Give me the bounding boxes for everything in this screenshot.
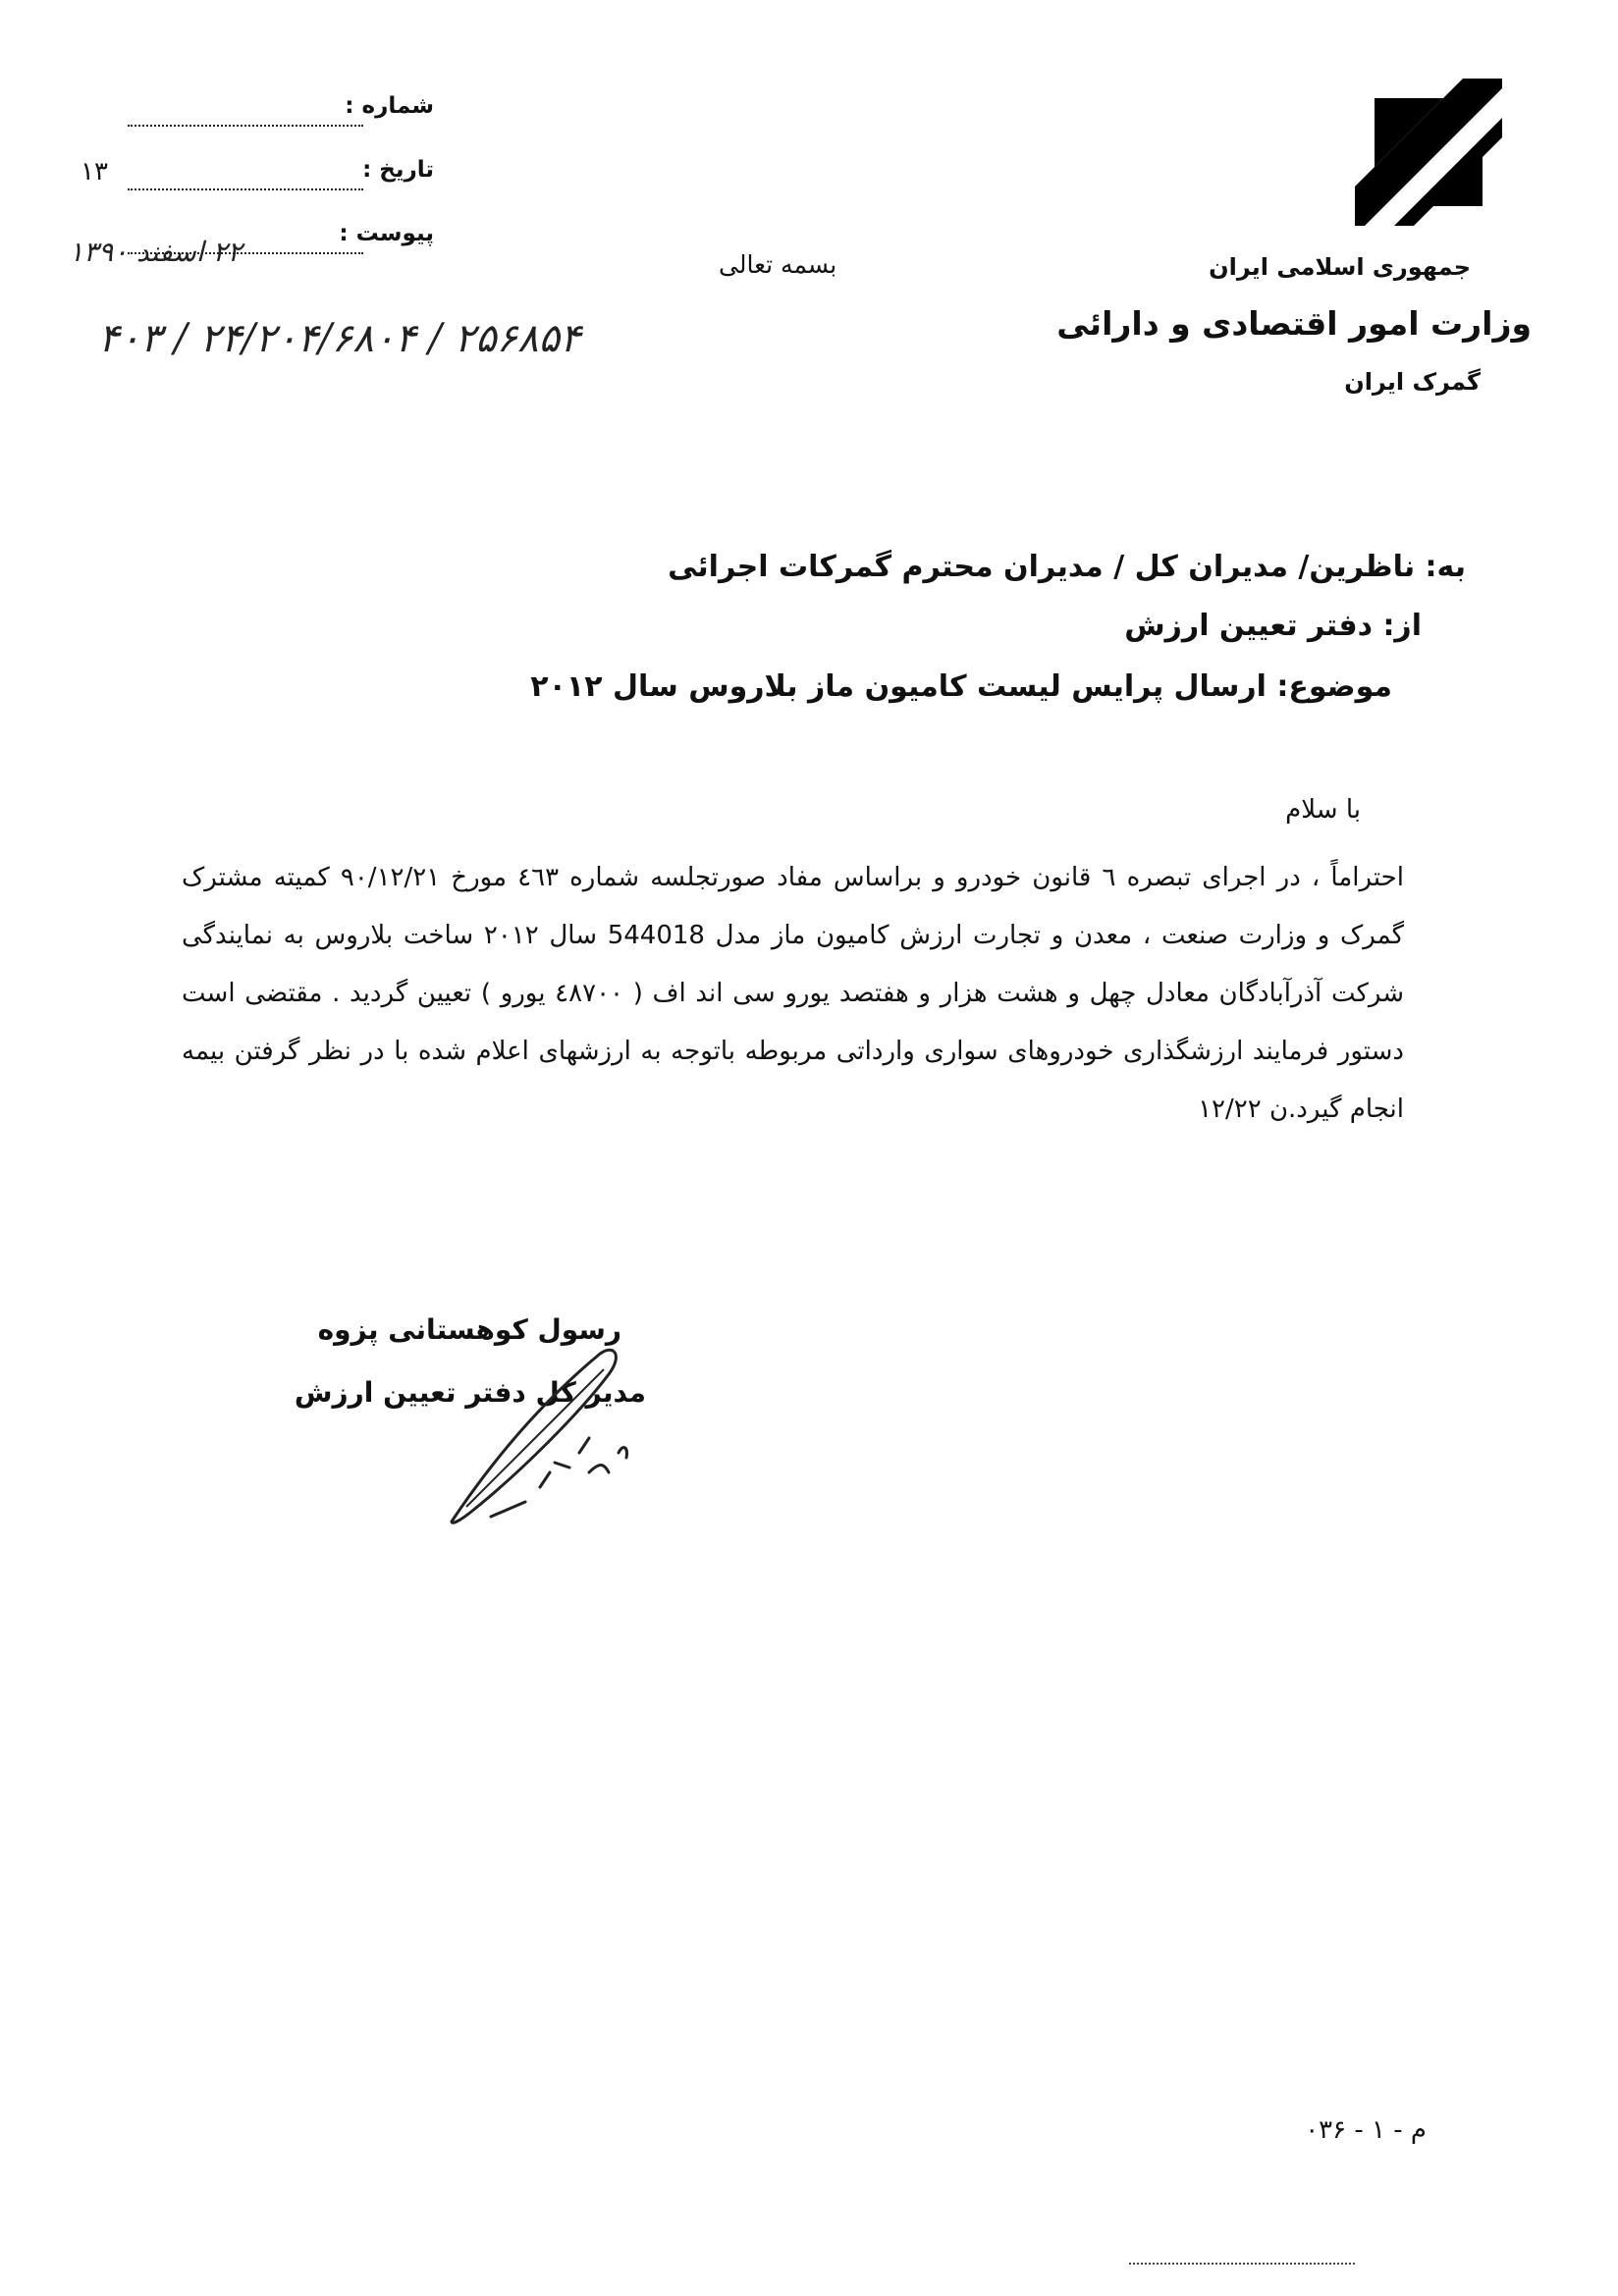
date-field	[81, 157, 434, 196]
signatory-title: مدیر کل دفتر تعیین ارزش	[294, 1376, 646, 1409]
country-name: جمهوری اسلامی ایران	[1209, 253, 1471, 281]
footer-divider	[1129, 2263, 1355, 2265]
signatory-name: رسول کوهستانی پزوه	[317, 1313, 621, 1346]
letter-body: احتراماً ، در اجرای تبصره ٦ قانون خودرو و براساس مفاد صورتجلسه شماره ٤٦٣ مورخ ۹۰/۱۲/۲۱ کمیته مشترک گمرک و وزارت صنعت ، معدن و تجارت ارزش کامیون ماز مدل 544018 سال ۲۰۱۲ ساخت بلاروس به نمایندگی شرکت آذرآبادگان معادل چهل و هشت هزار و هفتصد یورو سی اند اف ( ٤٨٧٠٠ یورو ) تعیین گردید . مقتضی است دستور فرمایند ارزشگذاری خودروهای سواری وارداتی مربوطه باتوجه به ارزشهای اعلام شده با در نظر گرفتن بیمه انجام گیرد.ن ۱۲/۲۲	[182, 863, 1405, 1124]
customs-emblem-icon	[1355, 79, 1502, 226]
date-dots	[128, 161, 363, 190]
date-label: تاریخ :	[362, 157, 434, 183]
handwritten-signature-icon	[432, 1315, 668, 1551]
number-dots	[128, 97, 363, 127]
sender-line: از: دفتر تعیین ارزش	[1124, 609, 1422, 643]
attachment-label: پیوست :	[339, 221, 434, 246]
ministry-name: وزارت امور اقتصادی و دارائی	[1056, 304, 1532, 343]
handwritten-date: ۲۲ اسفند ۱۳۹۰	[69, 236, 243, 268]
date-value: ۱۳	[81, 157, 108, 187]
agency-name: گمرک ایران	[1344, 368, 1481, 396]
handwritten-reference: ۲۵۶۸۵۴ / ۲۴/۲۰۴/۶۸۰۴ / ۴۰۳	[98, 316, 581, 361]
recipient-line: به: ناظرین/ مدیران کل / مدیران محترم گمرکات اجرائی	[668, 550, 1466, 584]
greeting: با سلام	[1285, 795, 1361, 825]
number-label: شماره :	[345, 93, 434, 119]
document-code: م - ۱ - ۰۳۶	[1305, 2115, 1427, 2145]
number-field	[81, 93, 434, 133]
basmala: بسمه تعالی	[719, 250, 837, 279]
subject-line: موضوع: ارسال پرایس لیست کامیون ماز بلاروس سال ۲۰۱۲	[530, 669, 1392, 704]
